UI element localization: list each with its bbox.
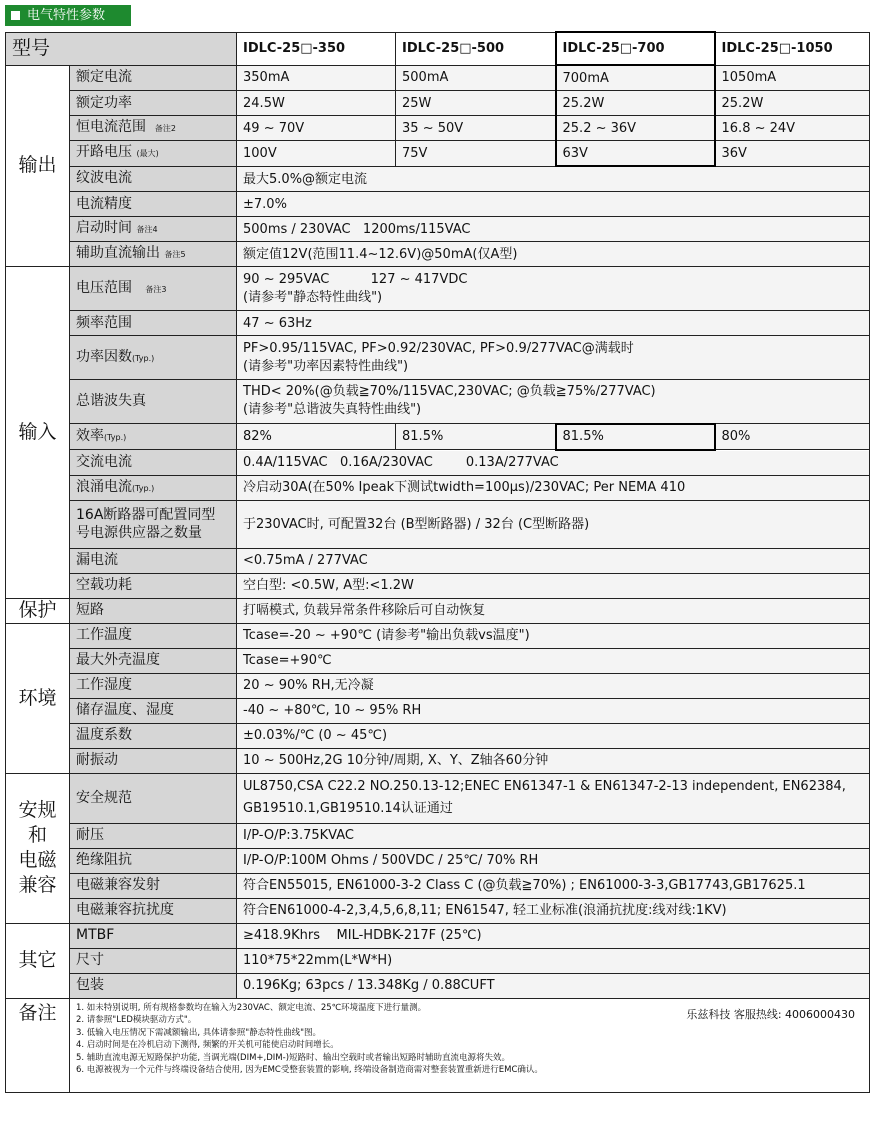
table-row — [6, 723, 870, 748]
note-line: 6. 电源被视为一个元件与终端设备结合使用, 因为EMC受整套装置的影响, 终端设备制造商需对整套装置重新进行EMC确认。 — [76, 1065, 543, 1075]
group-remarks: 备注 — [6, 998, 70, 1092]
row-label: 安全规范 — [70, 773, 237, 823]
cell: 500ms / 230VAC 1200ms/115VAC — [237, 217, 870, 242]
model-350: IDLC-25□-350 — [237, 32, 396, 65]
model-label: 型号 — [6, 32, 237, 65]
cell: 25.2W — [556, 91, 715, 116]
cell: 75V — [396, 141, 556, 167]
cell: 符合EN61000-4-2,3,4,5,6,8,11; EN61547, 轻工业标准(浪涌抗扰度:线对线:1KV) — [237, 898, 870, 923]
cell: 最大5.0%@额定电流 — [237, 166, 870, 192]
table-row — [6, 973, 870, 998]
table-row — [6, 336, 870, 380]
table-row — [6, 141, 870, 167]
group-env: 环境 — [6, 623, 70, 773]
row-label: 频率范围 — [70, 311, 237, 336]
service-hotline: 乐兹科技 客服热线: 4006000430 — [686, 1007, 856, 1021]
table-row — [6, 748, 870, 773]
note-line: 5. 辅助直流电源无短路保护功能, 当调光端(DIM+,DIM-)短路时、输出空载时或者输出短路时辅助直流电源将失效。 — [76, 1052, 511, 1063]
cell: 空白型: <0.5W, A型:<1.2W — [237, 573, 870, 598]
table-row — [6, 380, 870, 424]
cell: 10 ~ 500Hz,2G 10分钟/周期, X、Y、Z轴各60分钟 — [237, 748, 870, 773]
table-row — [6, 116, 870, 141]
row-label: 最大外壳温度 — [70, 648, 237, 673]
cell: I/P-O/P:100M Ohms / 500VDC / 25℃/ 70% RH — [237, 848, 870, 873]
table-row — [6, 548, 870, 573]
cell: 1050mA — [715, 65, 870, 91]
cell: 36V — [715, 141, 870, 167]
cell: I/P-O/P:3.75KVAC — [237, 823, 870, 848]
row-label: 漏电流 — [70, 548, 237, 573]
note-line: 4. 启动时间是在冷机启动下测得, 频繁的开关机可能使启动时间增长。 — [76, 1040, 339, 1050]
note-ref: (Typ.) — [132, 483, 155, 493]
table-row — [6, 500, 870, 548]
cell: 35 ~ 50V — [396, 116, 556, 141]
note-line: 1. 如未特别说明, 所有规格参数均在输入为230VAC、额定电流、25℃环境温度下进行量测。 — [76, 1002, 427, 1013]
row-label: 温度系数 — [70, 723, 237, 748]
cell: 24.5W — [237, 91, 396, 116]
cell: 700mA — [556, 65, 715, 91]
cell: 20 ~ 90% RH,无冷凝 — [237, 673, 870, 698]
cell: 110*75*22mm(L*W*H) — [237, 948, 870, 973]
cell: 81.5% — [556, 424, 715, 450]
cell: 81.5% — [396, 424, 556, 450]
cell: UL8750,CSA C22.2 NO.250.13-12;ENEC EN61347-1 & EN61347-2-13 independent, EN62384, GB19510.1,GB19510.14认证通过 — [237, 773, 870, 823]
row-label: 辅助直流输出 备注5 — [70, 242, 237, 267]
cell: 于230VAC时, 可配置32台 (B型断路器) / 32台 (C型断路器) — [237, 500, 870, 548]
cell: 49 ~ 70V — [237, 116, 396, 141]
row-label: MTBF — [70, 923, 237, 948]
cell: 0.4A/115VAC 0.16A/230VAC 0.13A/277VAC — [237, 450, 870, 476]
note-ref: 备注2 — [154, 124, 176, 133]
row-label: 包装 — [70, 973, 237, 998]
cell: 冷启动30A(在50% Ipeak下测试twidth=100μs)/230VAC; Per NEMA 410 — [237, 475, 870, 500]
table-row — [6, 948, 870, 973]
model-700: IDLC-25□-700 — [556, 32, 715, 65]
group-other: 其它 — [6, 923, 70, 998]
cell: ≥418.9Khrs MIL-HDBK-217F (25℃) — [237, 923, 870, 948]
cell: 90 ~ 295VAC 127 ~ 417VDC (请参考"静态特性曲线") — [237, 267, 870, 311]
note-ref: (Typ.) — [104, 432, 127, 442]
row-label: 开路电压 (最大) — [70, 141, 237, 167]
row-label: 效率(Typ.) — [70, 424, 237, 450]
row-label: 恒电流范围 备注2 — [70, 116, 237, 141]
table-row — [6, 873, 870, 898]
note-ref: (Typ.) — [132, 353, 155, 363]
cell: 80% — [715, 424, 870, 450]
row-label: 空载功耗 — [70, 573, 237, 598]
row-label: 功率因数(Typ.) — [70, 336, 237, 380]
row-label: 工作湿度 — [70, 673, 237, 698]
row-label: 电流精度 — [70, 192, 237, 217]
section-title — [5, 5, 131, 26]
row-label: 尺寸 — [70, 948, 237, 973]
group-input: 输入 — [6, 267, 70, 599]
cell: 47 ~ 63Hz — [237, 311, 870, 336]
table-row — [6, 166, 870, 192]
note-ref: 备注3 — [145, 284, 167, 294]
model-500: IDLC-25□-500 — [396, 32, 556, 65]
spec-table — [5, 31, 870, 1093]
table-row — [6, 923, 870, 948]
row-label: 短路 — [70, 598, 237, 623]
table-row — [6, 898, 870, 923]
note-line: 3. 低输入电压情况下需减额输出, 具体请参照"静态特性曲线"图。 — [76, 1027, 322, 1038]
note-ref: (最大) — [136, 149, 159, 159]
table-row — [6, 424, 870, 450]
table-row — [6, 598, 870, 623]
cell: 100V — [237, 141, 396, 167]
row-label: 启动时间 备注4 — [70, 217, 237, 242]
cell: 16.8 ~ 24V — [715, 116, 870, 141]
cell: 25W — [396, 91, 556, 116]
cell: 63V — [556, 141, 715, 167]
table-row — [6, 65, 870, 91]
row-label: 耐压 — [70, 823, 237, 848]
row-label: 工作温度 — [70, 623, 237, 648]
table-row — [6, 242, 870, 267]
table-row — [6, 998, 870, 1092]
table-row — [6, 450, 870, 476]
table-row — [6, 623, 870, 648]
table-row — [6, 823, 870, 848]
table-row — [6, 217, 870, 242]
row-label: 16A断路器可配置同型 号电源供应器之数量 — [70, 500, 237, 548]
table-row — [6, 311, 870, 336]
table-row — [6, 698, 870, 723]
cell: 25.2 ~ 36V — [556, 116, 715, 141]
cell: 82% — [237, 424, 396, 450]
row-label: 浪涌电流(Typ.) — [70, 475, 237, 500]
row-label: 耐振动 — [70, 748, 237, 773]
row-label: 交流电流 — [70, 450, 237, 476]
row-label: 额定功率 — [70, 91, 237, 116]
cell: Tcase=+90℃ — [237, 648, 870, 673]
table-row — [6, 673, 870, 698]
group-safety: 安规 和 电磁 兼容 — [6, 773, 70, 923]
cell: -40 ~ +80℃, 10 ~ 95% RH — [237, 698, 870, 723]
note-ref: 备注5 — [164, 250, 186, 259]
cell: 500mA — [396, 65, 556, 91]
row-label: 纹波电流 — [70, 166, 237, 192]
table-row — [6, 773, 870, 823]
cell: THD< 20%(@负载≧70%/115VAC,230VAC; @负载≧75%/277VAC) (请参考"总谐波失真特性曲线") — [237, 380, 870, 424]
cell: PF>0.95/115VAC, PF>0.92/230VAC, PF>0.9/277VAC@满载时 (请参考"功率因素特性曲线") — [237, 336, 870, 380]
model-1050: IDLC-25□-1050 — [715, 32, 870, 65]
cell: ±0.03%/℃ (0 ~ 45℃) — [237, 723, 870, 748]
row-label: 电压范围 备注3 — [70, 267, 237, 311]
header-row — [6, 32, 870, 65]
square-icon — [11, 11, 20, 20]
row-label: 电磁兼容抗扰度 — [70, 898, 237, 923]
cell: <0.75mA / 277VAC — [237, 548, 870, 573]
cell: ±7.0% — [237, 192, 870, 217]
cell: 额定值12V(范围11.4~12.6V)@50mA(仅A型) — [237, 242, 870, 267]
note-ref: 备注4 — [136, 225, 158, 234]
table-row — [6, 573, 870, 598]
table-row — [6, 848, 870, 873]
table-row — [6, 648, 870, 673]
cell: 符合EN55015, EN61000-3-2 Class C (@负载≧70%) ; EN61000-3-3,GB17743,GB17625.1 — [237, 873, 870, 898]
group-output: 输出 — [6, 65, 70, 267]
row-label: 电磁兼容发射 — [70, 873, 237, 898]
cell: Tcase=-20 ~ +90℃ (请参考"输出负载vs温度") — [237, 623, 870, 648]
cell: 0.196Kg; 63pcs / 13.348Kg / 0.88CUFT — [237, 973, 870, 998]
group-protect: 保护 — [6, 598, 70, 623]
row-label: 绝缘阻抗 — [70, 848, 237, 873]
section-title-text: 电气特性参数 — [27, 8, 106, 23]
cell: 打嗝模式, 负载异常条件移除后可自动恢复 — [237, 598, 870, 623]
row-label: 总谐波失真 — [70, 380, 237, 424]
cell: 25.2W — [715, 91, 870, 116]
remarks-cell — [70, 998, 870, 1092]
table-row — [6, 267, 870, 311]
table-row — [6, 475, 870, 500]
note-line: 2. 请参照"LED模块驱动方式"。 — [76, 1015, 197, 1025]
table-row — [6, 91, 870, 116]
cell: 350mA — [237, 65, 396, 91]
row-label: 储存温度、湿度 — [70, 698, 237, 723]
table-row — [6, 192, 870, 217]
row-label: 额定电流 — [70, 65, 237, 91]
